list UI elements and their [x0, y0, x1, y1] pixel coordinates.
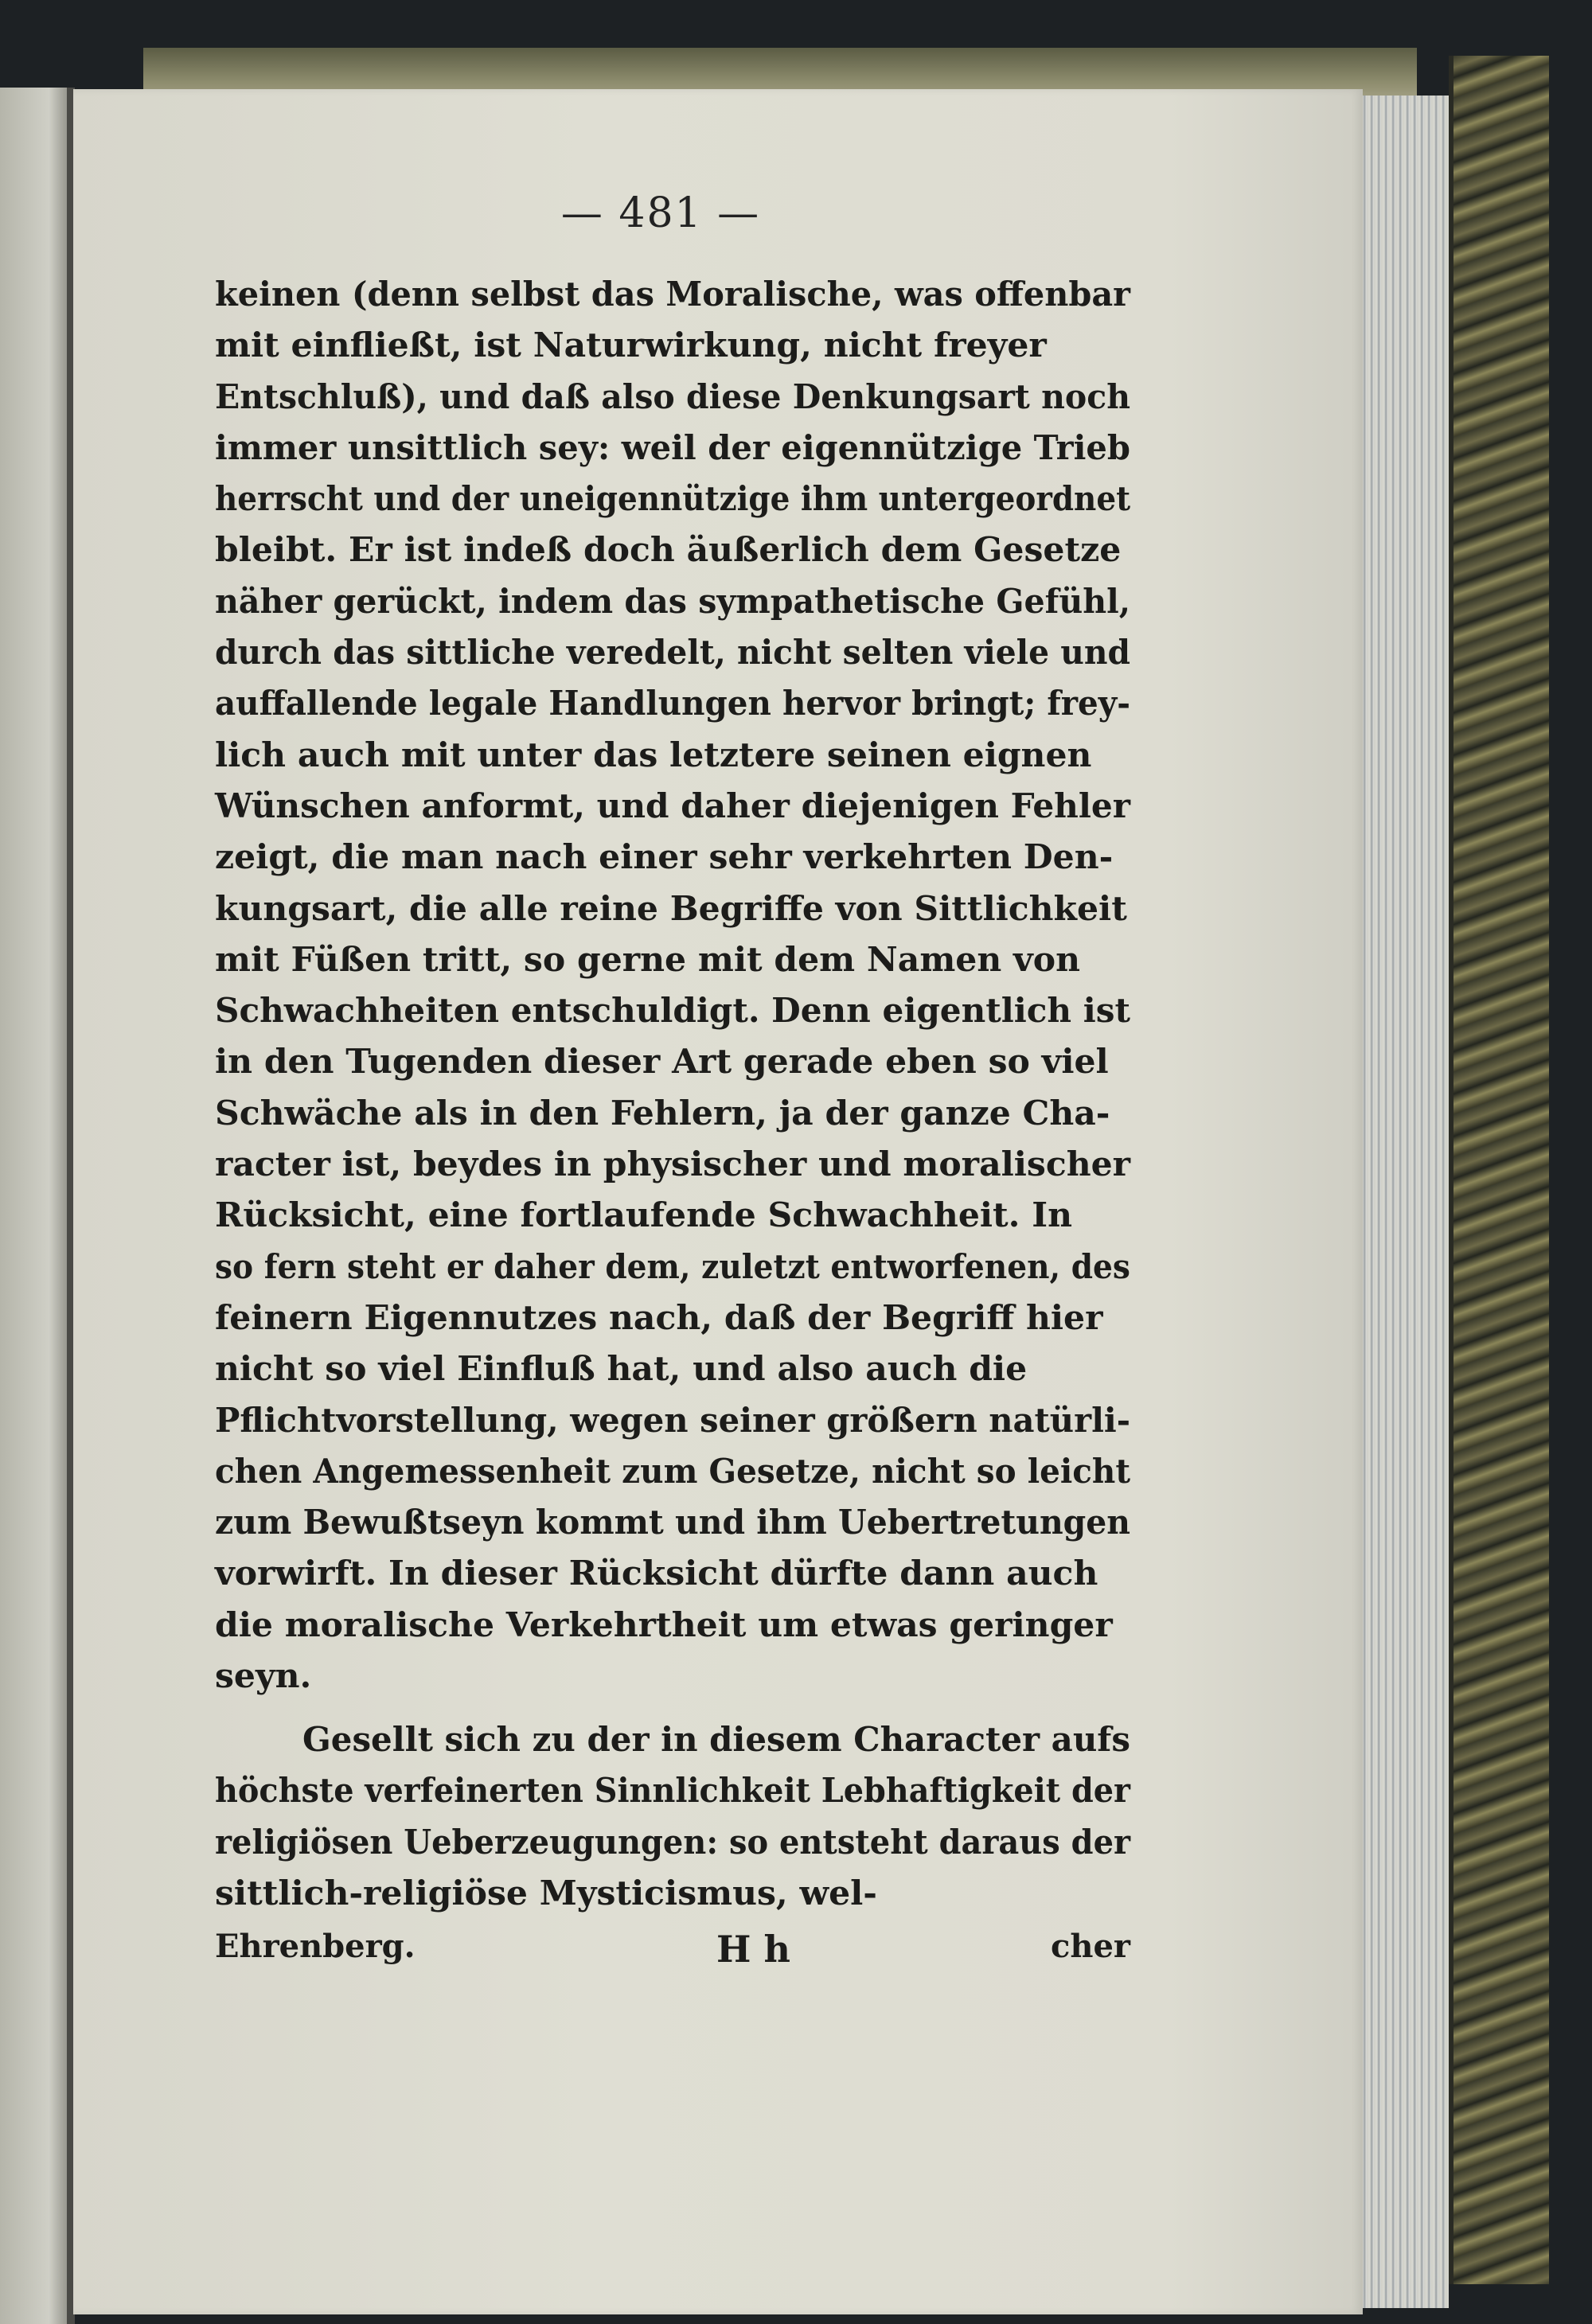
text-line: auffallende legale Handlungen hervor bringt; frey-: [215, 684, 1130, 724]
text-line: nicht so viel Einfluß hat, und also auch die: [215, 1349, 1028, 1390]
text-line: Schwachheiten entschuldigt. Denn eigentlich ist: [215, 991, 1130, 1031]
text-line: immer unsittlich sey: weil der eigennützige Trieb: [215, 427, 1130, 468]
text-line: Entschluß), und daß also diese Denkungsart noch: [215, 376, 1130, 417]
text-line: höchste verfeinerten Sinnlichkeit Lebhaftigkeit der: [215, 1771, 1130, 1811]
book-cover-marbled: [1449, 56, 1549, 2284]
text-line: näher gerückt, indem das sympathetische Gefühl,: [215, 581, 1131, 622]
text-line: mit Füßen tritt, so gerne mit dem Namen von: [215, 939, 1080, 980]
text-line: lich auch mit unter das letztere seinen eignen: [215, 735, 1092, 775]
text-line: Pflichtvorstellung, wegen seiner größern natürli-: [215, 1400, 1131, 1441]
text-line: seyn.: [215, 1656, 312, 1697]
text-line: zeigt, die man nach einer sehr verkehrten Den-: [215, 837, 1114, 878]
text-line: in den Tugenden dieser Art gerade eben so viel: [215, 1042, 1109, 1082]
text-line: feinern Eigennutzes nach, daß der Begriff hier: [215, 1297, 1103, 1338]
text-line: so fern steht er daher dem, zuletzt entworfenen, des: [215, 1246, 1130, 1287]
signature-mark: H h: [716, 1928, 790, 1971]
paragraph-2: [215, 1714, 1130, 1919]
text-line: religiösen Ueberzeugungen: so entsteht daraus der: [215, 1822, 1131, 1862]
text-line: Schwäche als in den Fehlern, ja der ganze Cha-: [215, 1093, 1110, 1133]
text-line: durch das sittliche veredelt, nicht selten viele und: [215, 633, 1131, 673]
text-line: sittlich-religiöse Mysticismus, wel-: [215, 1873, 877, 1913]
text-line: herrscht und der uneigennützige ihm untergeordnet: [215, 479, 1131, 520]
text-line: Rücksicht, eine fortlaufende Schwachheit. In: [215, 1195, 1073, 1236]
text-line: vorwirft. In dieser Rücksicht dürfte dann auch: [215, 1554, 1098, 1594]
text-line: zum Bewußtseyn kommt und ihm Uebertretungen: [215, 1503, 1131, 1543]
paragraph-1: [215, 269, 1130, 1702]
page-footer: [215, 1928, 1130, 1975]
text-line: bleibt. Er ist indeß doch äußerlich dem Gesetze: [215, 530, 1122, 571]
previous-page-edge: [0, 88, 70, 2324]
page-number: — 481 —: [560, 189, 761, 237]
signature-author: Ehrenberg.: [215, 1928, 416, 1965]
text-line: mit einfließt, ist Naturwirkung, nicht freyer: [215, 326, 1047, 366]
text-line: keinen (denn selbst das Moralische, was offenbar: [215, 275, 1131, 314]
text-line: racter ist, beydes in physischer und moralischer: [215, 1144, 1131, 1185]
text-line: kungsart, die alle reine Begriffe von Sittlichkeit: [215, 888, 1127, 929]
text-line: Wünschen anformt, und daher diejenigen Fehler: [215, 786, 1131, 826]
text-line: chen Angemessenheit zum Gesetze, nicht so leicht: [215, 1451, 1131, 1491]
catchword: cher: [1051, 1928, 1130, 1965]
text-line: Gesellt sich zu der in diesem Character aufs: [302, 1720, 1130, 1760]
text-line: die moralische Verkehrtheit um etwas geringer: [215, 1605, 1113, 1645]
